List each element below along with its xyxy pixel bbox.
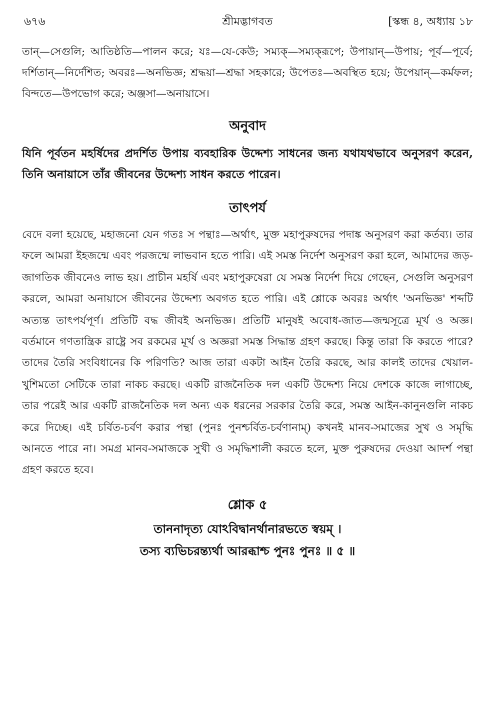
- page-header: [22, 12, 473, 32]
- verse-line-1: তাননাদৃত্য যোঽবিদ্বানর্থানারভতে স্বয়ম্ ।: [153, 521, 342, 536]
- purport-block: [22, 225, 473, 482]
- purport-heading: তাৎপর্য: [229, 201, 266, 216]
- translation-block: [22, 143, 473, 185]
- purport-text: বেদে বলা হয়েছে, মহাজনো যেন গতঃ স পন্থাঃ—অর্থাৎ, মুক্ত মহাপুরুষদের পদাঙ্ক অনুসরণ করা কর্তব্য। তার ফলে আমরা ইহজন্মে এবং পরজন্মে লাভবান হতে পারি। এই সমস্ত নির্দেশ অনুসরণ করা হলে, আমাদের জড়-জাগতিক জীবনেও লাভ হয়। প্রাচীন মহর্ষি এবং মহাপুরুষেরা যে সমস্ত নির্দেশ দিয়ে গেছেন, সেগুলি অনুসরণ করলে, আমরা অনায়াসে জীবনের উদ্দেশ্য অবগত হতে পারি। এই শ্লোকে অবরঃ অর্থাৎ 'অনভিজ্ঞ' শব্দটি অত্যন্ত তাৎপর্যপূর্ণ। প্রতিটি বদ্ধ জীবই অনভিজ্ঞ। প্রতিটি মানুষই অবোধ-জাত—জন্মসূত্রে মূর্খ ও অজ্ঞ। বর্তমানে গণতান্ত্রিক রাষ্ট্রে সব রকমের মূর্খ ও অজ্ঞরা সমস্ত সিদ্ধান্ত গ্রহণ করছে। কিন্তু তারা কি করতে পারে? তাদের তৈরি সংবিধানের কি পরিণতি? আজ তারা একটা আইন তৈরি করছে, আর কালই তাদের খেয়াল-খুশিমতো সেটিকে তারা নাকচ করছে। একটি রাজনৈতিক দল একটি উদ্দেশ্য নিয়ে দেশকে কাজে লাগাচ্ছে, তার পরেই আর একটি রাজনৈতিক দল অন্য এক ধরনের সরকার তৈরি করে, সমস্ত আইন-কানুনগুলি নাকচ করে দিচ্ছে। এই চর্বিত-চর্বণ করার পন্থা (পুনঃ পুনশ্চর্বিত-চর্বণানাম্) কখনই মানব-সমাজের সুখ ও সমৃদ্ধি আনতে পারে না। সমগ্র মানব-সমাজকে সুখী ও সমৃদ্ধিশালী করতে হলে, মুক্ত পুরুষদের দেওয়া আদর্শ পন্থা গ্রহণ করতে হবে।: [22, 229, 473, 477]
- chapter-reference: [স্কন্ধ ৪, অধ্যায় ১৮: [388, 15, 473, 28]
- synonyms-text: তান্—সেগুলি; আতিষ্ঠতি—পালন করে; যঃ—যে-কেউ; সম্যক্—সম্যক্‌রূপে; উপায়ান্—উপায়; পূর্ব—পূর্বে; দর্শিতান্—নির্দেশিত; অবরঃ—অনভিজ্ঞ; শ্রদ্ধয়া—শ্রদ্ধা সহকারে; উপেতঃ—অবস্থিত হয়ে; উপেয়ান্—কর্মফল; বিন্দতে—উপভোগ করে; অঞ্জসা—অনায়াসে।: [22, 46, 473, 100]
- book-title: শ্রীমদ্ভাগবত: [222, 15, 273, 28]
- page-number: ৬৭৬: [24, 15, 46, 28]
- translation-text: যিনি পূর্বতন মহর্ষিদের প্রদর্শিত উপায় ব্যবহারিক উদ্দেশ্য সাধনের জন্য যথাযথভাবে অনুসরণ করেন, তিনি অনায়াসে তাঁর জীবনের উদ্দেশ্য সাধন করতে পারেন।: [22, 146, 473, 181]
- translation-heading: অনুবাদ: [229, 119, 266, 134]
- word-synonyms: [22, 42, 473, 105]
- sanskrit-verse: [22, 518, 473, 562]
- verse-heading: শ্লোক ৫: [227, 497, 268, 513]
- verse-line-2: তস্য ব্যভিচরন্ত্যর্থা আরব্ধাশ্চ পুনঃ পুনঃ ॥ ৫ ॥: [139, 543, 356, 558]
